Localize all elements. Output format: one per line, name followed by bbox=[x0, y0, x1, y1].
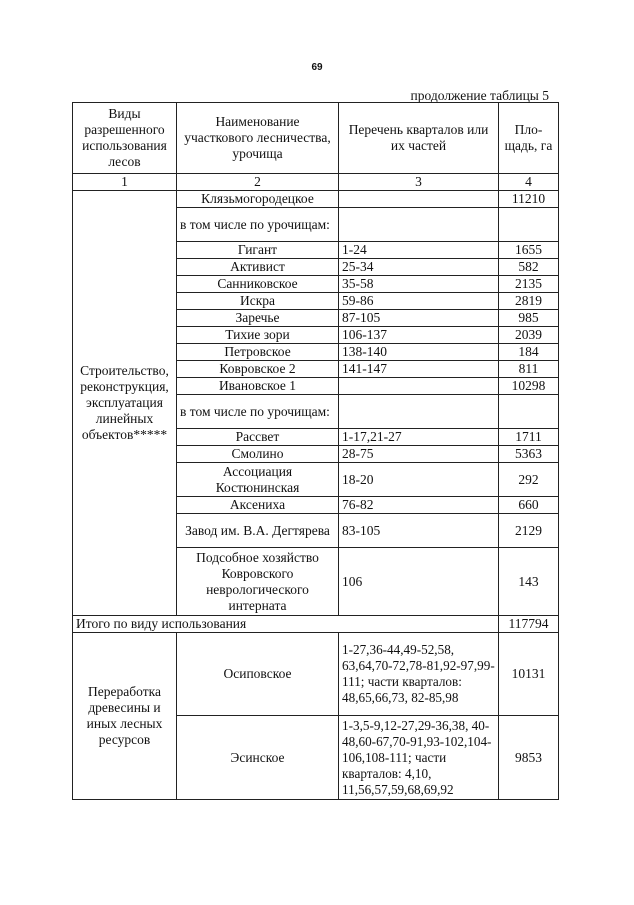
table-row bbox=[73, 633, 559, 716]
total-label: Итого по виду использования bbox=[73, 616, 499, 633]
quarters-cell bbox=[339, 208, 499, 242]
header-use-type: Виды разрешенного использования лесов bbox=[73, 103, 177, 174]
forestry-name-cell: Санниковское bbox=[177, 276, 339, 293]
area-cell: 2039 bbox=[499, 327, 559, 344]
quarters-cell: 87-105 bbox=[339, 310, 499, 327]
quarters-cell: 106 bbox=[339, 548, 499, 616]
quarters-cell bbox=[339, 191, 499, 208]
forestry-name-cell: Ассоциация Костюнинская bbox=[177, 463, 339, 497]
area-cell: 9853 bbox=[499, 716, 559, 800]
column-number: 4 bbox=[499, 174, 559, 191]
area-cell: 660 bbox=[499, 497, 559, 514]
forestry-name-cell: в том числе по урочищам: bbox=[177, 395, 339, 429]
quarters-cell: 83-105 bbox=[339, 514, 499, 548]
table-continuation-label: продолжение таблицы 5 bbox=[410, 88, 549, 103]
area-cell: 10298 bbox=[499, 378, 559, 395]
area-cell: 1655 bbox=[499, 242, 559, 259]
area-cell: 184 bbox=[499, 344, 559, 361]
forestry-name-cell: Ивановское 1 bbox=[177, 378, 339, 395]
area-cell bbox=[499, 395, 559, 429]
quarters-cell: 1-27,36-44,49-52,58, 63,64,70-72,78-81,92-97,99-111; части кварталов: 48,65,66,73, 82-85,98 bbox=[339, 633, 499, 716]
area-cell: 1711 bbox=[499, 429, 559, 446]
forestry-name-cell: Эсинское bbox=[177, 716, 339, 800]
forestry-name-cell: Петровское bbox=[177, 344, 339, 361]
quarters-cell: 18-20 bbox=[339, 463, 499, 497]
forestry-name-cell: Подсобное хозяйство Ковровского неврологического интерната bbox=[177, 548, 339, 616]
column-number: 2 bbox=[177, 174, 339, 191]
forestry-name-cell: Осиповское bbox=[177, 633, 339, 716]
quarters-cell: 1-3,5-9,12-27,29-36,38, 40-48,60-67,70-91,93-102,104-106,108-111; части кварталов: 4,10, 11,56,57,59,68,69,92 bbox=[339, 716, 499, 800]
forestry-name-cell: Аксениха bbox=[177, 497, 339, 514]
header-quarters: Перечень кварталов или их частей bbox=[339, 103, 499, 174]
forestry-name-cell: Смолино bbox=[177, 446, 339, 463]
area-cell: 5363 bbox=[499, 446, 559, 463]
quarters-cell: 141-147 bbox=[339, 361, 499, 378]
area-cell: 2129 bbox=[499, 514, 559, 548]
total-area: 117794 bbox=[499, 616, 559, 633]
quarters-cell: 25-34 bbox=[339, 259, 499, 276]
quarters-cell: 106-137 bbox=[339, 327, 499, 344]
page-number: 69 bbox=[311, 62, 323, 73]
column-number: 1 bbox=[73, 174, 177, 191]
quarters-cell: 1-17,21-27 bbox=[339, 429, 499, 446]
forestry-name-cell: в том числе по урочищам: bbox=[177, 208, 339, 242]
forestry-name-cell: Искра bbox=[177, 293, 339, 310]
quarters-cell: 76-82 bbox=[339, 497, 499, 514]
forestry-name-cell: Гигант bbox=[177, 242, 339, 259]
quarters-cell bbox=[339, 395, 499, 429]
use-type-cell: Строительство, реконструкция, эксплуатация линейных объектов***** bbox=[73, 191, 177, 616]
header-area: Пло-щадь, га bbox=[499, 103, 559, 174]
quarters-cell: 59-86 bbox=[339, 293, 499, 310]
forest-use-table bbox=[72, 102, 559, 800]
header-forestry-name: Наименование участкового лесничества, урочища bbox=[177, 103, 339, 174]
quarters-cell bbox=[339, 378, 499, 395]
forestry-name-cell: Рассвет bbox=[177, 429, 339, 446]
area-cell: 582 bbox=[499, 259, 559, 276]
area-cell: 2819 bbox=[499, 293, 559, 310]
forestry-name-cell: Клязьмогородецкое bbox=[177, 191, 339, 208]
area-cell: 985 bbox=[499, 310, 559, 327]
area-cell bbox=[499, 208, 559, 242]
forestry-name-cell: Активист bbox=[177, 259, 339, 276]
quarters-cell: 1-24 bbox=[339, 242, 499, 259]
forestry-name-cell: Заречье bbox=[177, 310, 339, 327]
table-row bbox=[73, 191, 559, 208]
forestry-name-cell: Тихие зори bbox=[177, 327, 339, 344]
area-cell: 11210 bbox=[499, 191, 559, 208]
area-cell: 143 bbox=[499, 548, 559, 616]
quarters-cell: 28-75 bbox=[339, 446, 499, 463]
forestry-name-cell: Завод им. В.А. Дегтярева bbox=[177, 514, 339, 548]
use-type-cell: Переработка древесины и иных лесных ресурсов bbox=[73, 633, 177, 800]
area-cell: 811 bbox=[499, 361, 559, 378]
area-cell: 10131 bbox=[499, 633, 559, 716]
quarters-cell: 138-140 bbox=[339, 344, 499, 361]
column-numbers-row bbox=[73, 174, 559, 191]
area-cell: 292 bbox=[499, 463, 559, 497]
quarters-cell: 35-58 bbox=[339, 276, 499, 293]
total-row bbox=[73, 616, 559, 633]
area-cell: 2135 bbox=[499, 276, 559, 293]
column-number: 3 bbox=[339, 174, 499, 191]
forestry-name-cell: Ковровское 2 bbox=[177, 361, 339, 378]
header-row bbox=[73, 103, 559, 174]
